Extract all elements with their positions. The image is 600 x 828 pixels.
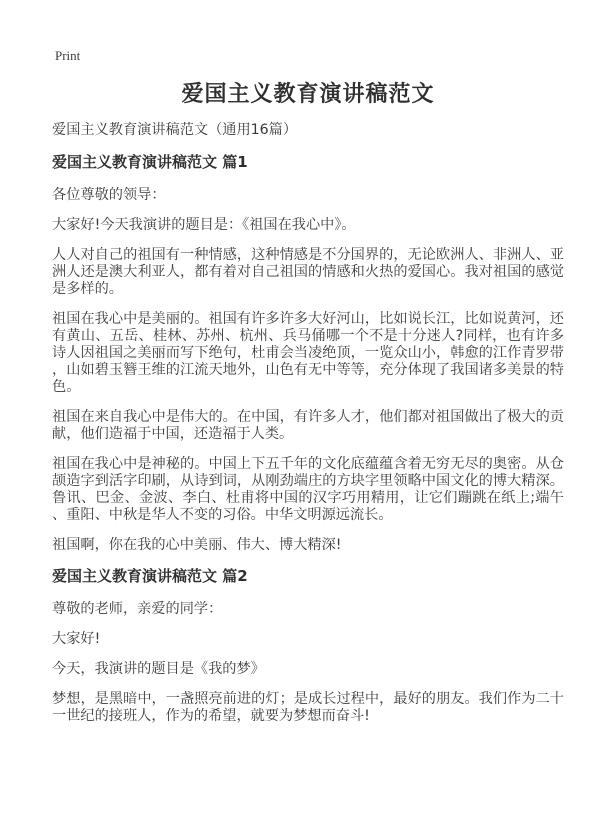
- print-link[interactable]: Print: [55, 48, 81, 63]
- section-1-paragraph-salutation: 各位尊敬的领导：: [52, 187, 166, 203]
- section-2-paragraph-topic: 今天，我演讲的题目是《我的梦》: [52, 661, 265, 677]
- section-1-paragraph-mystery: 祖国在我心中是神秘的。中国上下五千年的文化底蕴蕴含着无穷无尽的奥密。从仓颉造字到活字印刷，从诗到词，从刚劲端庄的方块字里领略中国文化的博大精深。鲁讯、巴金、金波、李白、杜甫将中国的汉字巧用精用，让它们蹦跳在纸上;端午、重阳、中秋是华人不变的习俗。中华文明源远流长。: [52, 456, 564, 523]
- section-2-paragraph-greeting: 大家好!: [52, 631, 101, 647]
- section-2-paragraph-dream: 梦想，是黑暗中，一盏照亮前进的灯；是成长过程中，最好的朋友。我们作为二十一世纪的接班人，作为的希望，就要为梦想而奋斗!: [52, 691, 564, 724]
- document-subtitle: 爱国主义教育演讲稿范文（通用16篇）: [52, 122, 298, 138]
- document-content: [52, 82, 564, 725]
- section-2-paragraph-salutation: 尊敬的老师，亲爱的同学：: [52, 601, 223, 617]
- section-1-paragraph-emotion: 人人对自己的祖国有一种情感，这种情感是不分国界的，无论欧洲人、非洲人、亚洲人还是澳大利亚人，都有着对自己祖国的情感和火热的爱国心。我对祖国的感觉是多样的。: [52, 247, 564, 297]
- section-2-heading: 爱国主义教育演讲稿范文 篇2: [52, 567, 248, 585]
- section-1-heading: 爱国主义教育演讲稿范文 篇1: [52, 153, 248, 171]
- section-1-paragraph-beauty: 祖国在我心中是美丽的。祖国有许多许多大好河山，比如说长江，比如说黄河，还有黄山、五岳、桂林、苏州、杭州、兵马俑哪一个不是十分迷人?同样，也有许多诗人因祖国之美丽而写下绝句，杜甫会当凌绝顶，一览众山小，韩愈的江作青罗带，山如碧玉簪王维的江流天地外，山色有无中等等，充分体现了我国诸多美景的特色。: [52, 311, 564, 395]
- section-1-paragraph-closing: 祖国啊，你在我的心中美丽、伟大、博大精深!: [52, 537, 342, 553]
- section-1-paragraph-greeting: 大家好!今天我演讲的题目是：《祖国在我心中》。: [52, 217, 356, 233]
- document-title: 爱国主义教育演讲稿范文: [181, 82, 435, 107]
- section-1-paragraph-greatness: 祖国在来自我心中是伟大的。在中国，有许多人才，他们都对祖国做出了极大的贡献，他们造福于中国，还造福于人类。: [52, 409, 564, 442]
